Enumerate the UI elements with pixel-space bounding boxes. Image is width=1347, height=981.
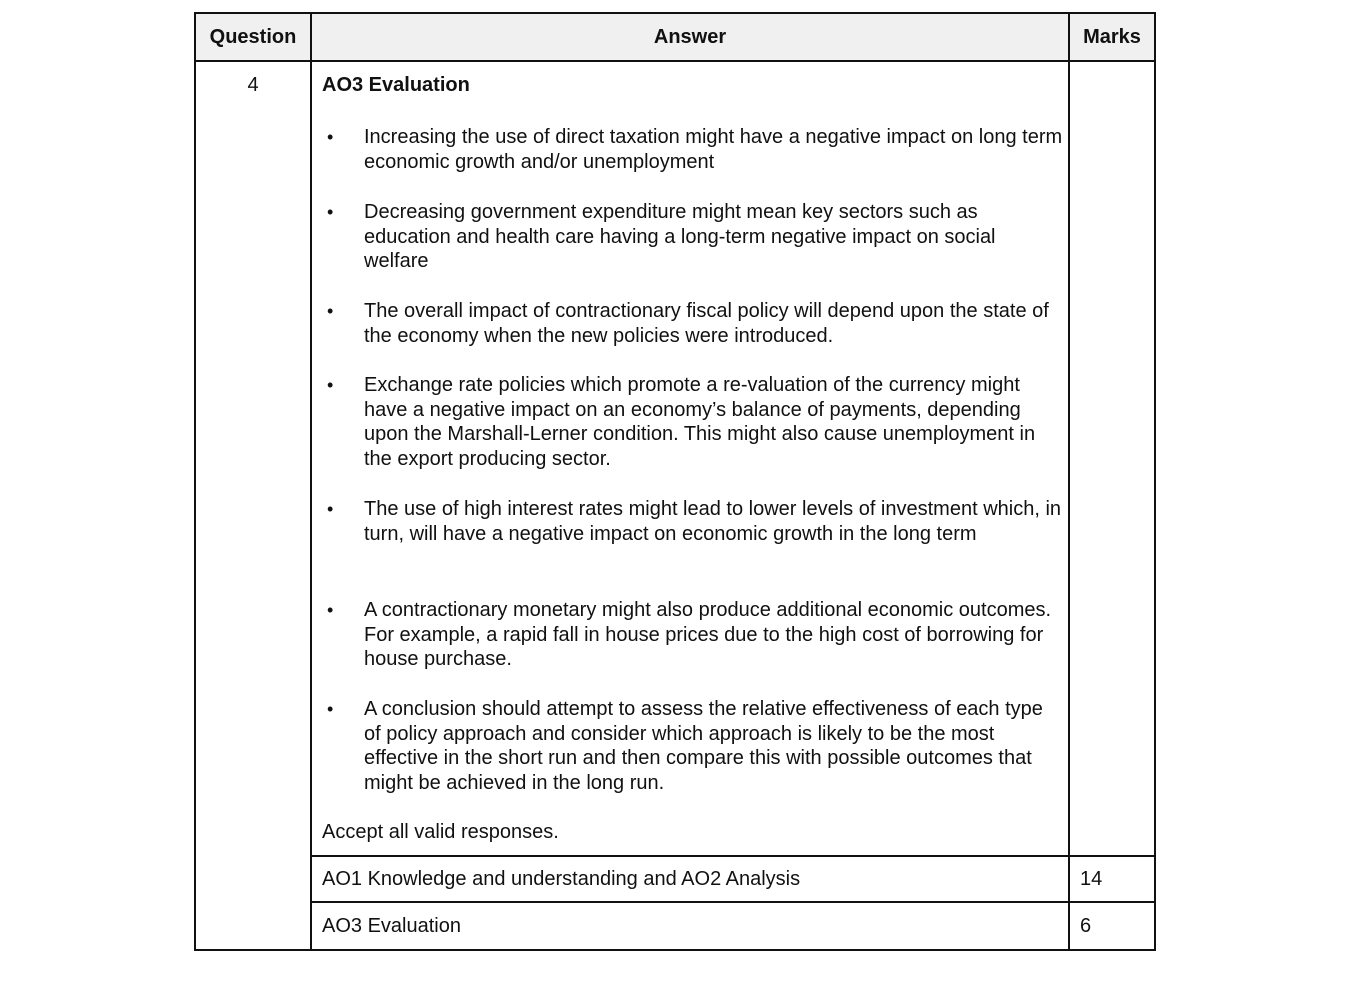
mark-row-label: AO1 Knowledge and understanding and AO2 Analysis	[322, 868, 801, 890]
header-question: Question	[209, 26, 297, 48]
table-header	[196, 14, 1154, 60]
bullet-icon: •	[327, 375, 334, 395]
bullet-icon: •	[327, 202, 334, 222]
bullet-icon: •	[327, 600, 334, 620]
bullet-icon: •	[327, 499, 334, 519]
bullet-text: A conclusion should attempt to assess the relative effectiveness of each type of policy approach and consider which approach is likely to be the most effective in the short run and then compare this with possible outcomes that might be achieved in the long run.	[364, 698, 1043, 794]
bullet-text: The use of high interest rates might lead to lower levels of investment which, in turn, will have a negative impact on economic growth in the long term	[364, 498, 1062, 545]
bullet-icon: •	[327, 699, 334, 719]
closing-note: Accept all valid responses.	[322, 821, 559, 843]
bullet-text: Exchange rate policies which promote a re-valuation of the currency might have a negative impact on an economy’s balance of payments, depending upon the Marshall-Lerner condition. This might also cause unemployment in the export producing sector.	[364, 374, 1036, 470]
mark-row-value: 6	[1080, 915, 1092, 937]
bullet-icon: •	[327, 127, 334, 147]
header-answer: Answer	[653, 26, 727, 48]
mark-row-value: 14	[1080, 868, 1103, 890]
bullet-text: A contractionary monetary might also produce additional economic outcomes. For example, a rapid fall in house prices due to the high cost of borrowing for house purchase.	[364, 599, 1052, 670]
divider	[310, 901, 1154, 903]
bullet-text: The overall impact of contractionary fiscal policy will depend upon the state of the economy when the new policies were introduced.	[364, 300, 1049, 347]
divider	[196, 60, 1154, 62]
section-title: AO3 Evaluation	[322, 74, 470, 96]
divider	[310, 14, 312, 949]
bullet-text: Increasing the use of direct taxation might have a negative impact on long term economic growth and/or unemployment	[364, 126, 1063, 173]
bullet-icon: •	[327, 301, 334, 321]
mark-scheme-table	[194, 12, 1156, 951]
mark-row-label: AO3 Evaluation	[322, 915, 461, 937]
header-marks: Marks	[1083, 26, 1141, 48]
divider	[310, 855, 1154, 857]
question-number: 4	[247, 74, 259, 96]
bullet-text: Decreasing government expenditure might mean key sectors such as education and health care having a long-term negative impact on social welfare	[364, 201, 996, 272]
divider	[1068, 14, 1070, 949]
